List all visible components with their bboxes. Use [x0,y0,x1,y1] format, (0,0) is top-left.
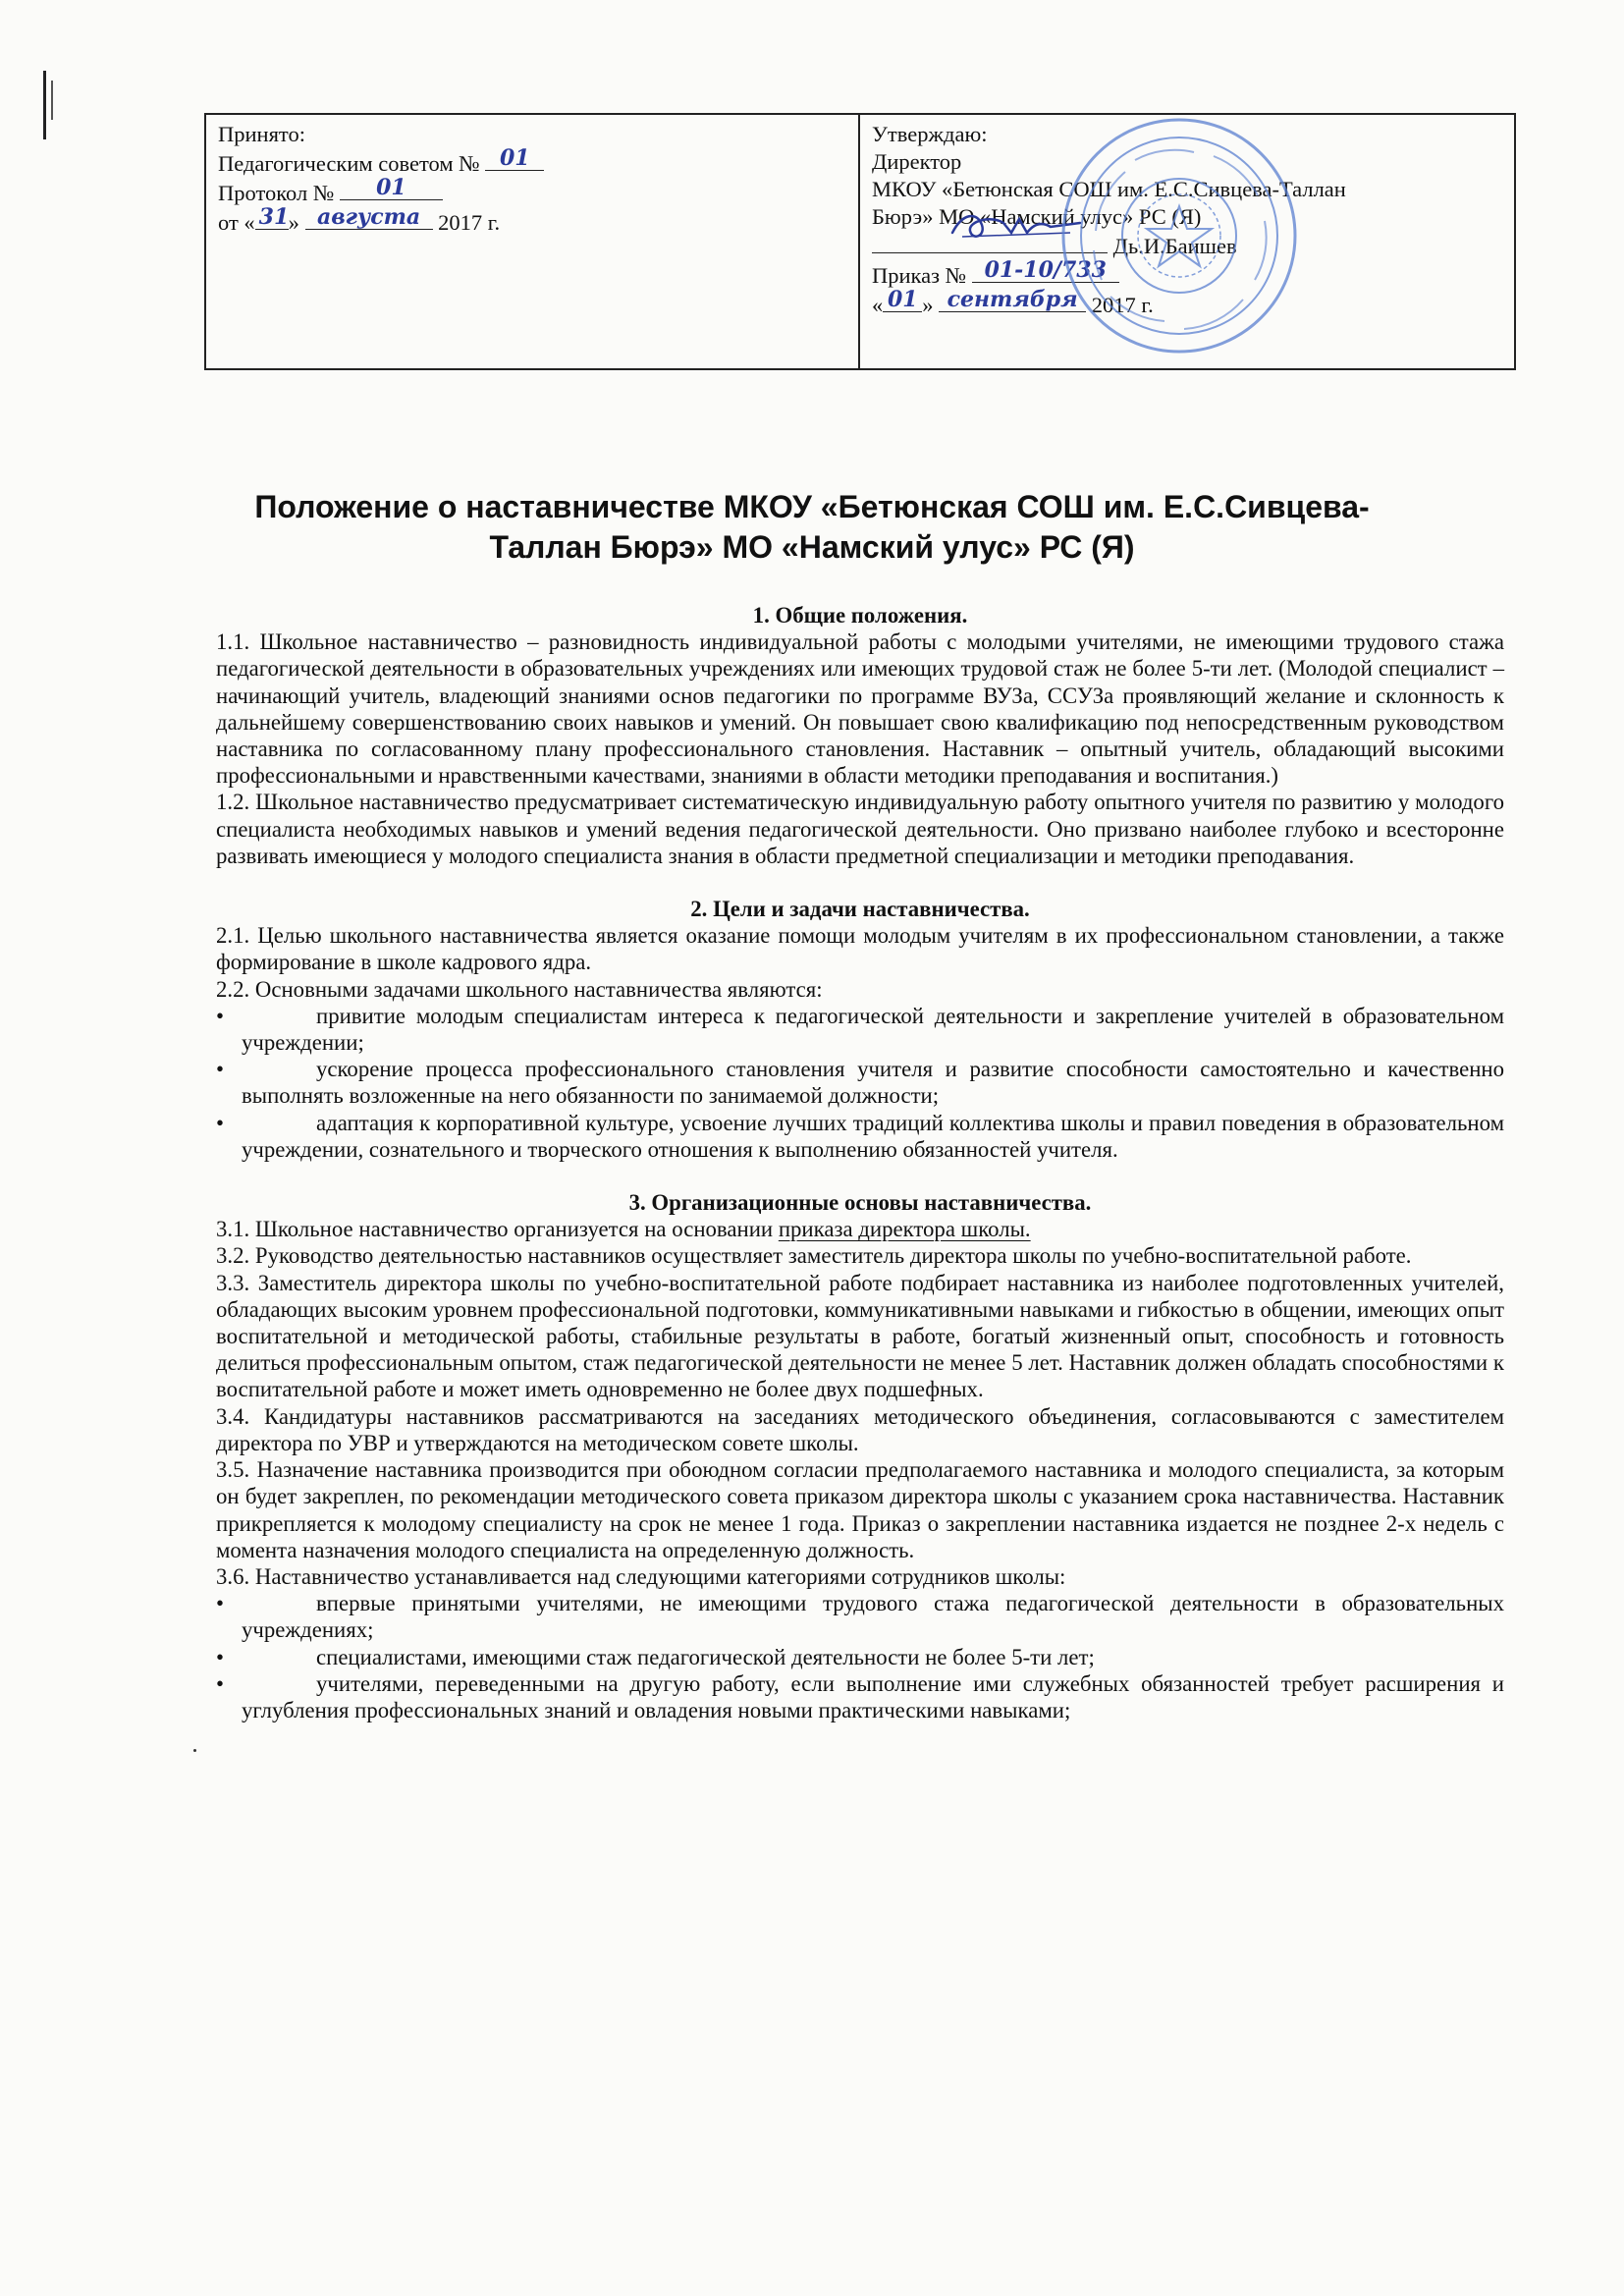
bullet-icon: • [216,1644,224,1669]
accepted-cell [206,115,860,368]
accepted-label: Принято: [218,122,305,146]
paragraph-3-6: 3.6. Наставничество устанавливается над следующими категориями сотрудников школы: [216,1563,1066,1589]
section-3-heading: 3. Организационные основы наставничества. [628,1190,1092,1216]
day-field: 01 [883,290,922,312]
list-item: • впервые принятыми учителями, не имеющими трудового стажа педагогической деятельности в образовательных учреждениях; [216,1591,1504,1643]
paragraph-1-2: 1.2. Школьное наставничество предусматривает систематическую индивидуальную работу опытного учителя по развитию у молодого специалиста необходимых навыков и умений ведения педагогической деятельности. Оно призвано наиболее глубоко и всесторонне развивать имеющиеся у молодого специалиста знания в области предметной специализации и методики преподавания. [216,790,1504,868]
bullet-icon: • [216,1003,224,1028]
paragraph-3-2: 3.2. Руководство деятельностью наставников осуществляет заместитель директора школы по учебно-воспитательной работе. [216,1243,1412,1269]
director-label: Директор [872,149,962,174]
scan-edge-mark [51,81,53,120]
scan-edge-mark [43,71,46,139]
council-number-field [485,145,544,171]
document-body [216,602,1504,1723]
order-date-line: « 01 » сентября 2017 г. [872,287,1154,317]
director-name: Дь.И.Баишев [1112,234,1237,258]
handwritten-number: 01 [499,145,530,171]
list-item: • ускорение процесса профессионального становления учителя и развитие способности самостоятельно и качественно выполнять возложенные на него обязанности по занимаемой должности; [216,1057,1504,1109]
protocol-number-field [340,175,443,200]
pedagogical-council-line: Педагогическим советом № 01 [218,148,846,178]
paragraph-3-1: 3.1. Школьное наставничество организуется на основании приказа директора школы. [216,1217,1031,1242]
paragraph-3-4: 3.4. Кандидатуры наставников рассматриваются на заседаниях методического объединения, согласовываются с заместителем директора по УВР и утверждаются на методическом совете школы. [216,1403,1504,1455]
handwritten-number: 01 [376,175,406,200]
approve-label: Утверждаю: [872,122,988,146]
school-name-line-2: Бюрэ» МО «Намский улус» РС (Я) [872,204,1202,229]
list-item: • адаптация к корпоративной культуре, усвоение лучших традиций коллектива школы и правил поведения в образовательном учреждении, сознательного и творческого отношения к выполнению обязанностей учителя. [216,1110,1504,1162]
approved-cell [860,115,1514,368]
order-line: Приказ № 01-10/733 [872,260,1502,290]
protocol-line: Протокол № 01 [218,178,846,207]
paragraph-3-5: 3.5. Назначение наставника производится при обоюдном согласии предполагаемого наставника и молодого специалиста, за которым он будет закреплен, по рекомендации методического совета приказом директора школы с указанием срока наставничества. Наставник прикрепляется к молодому специалисту на срок не менее 1 года. Приказ о закреплении наставника издается не позднее 2-х недель с момента назначения молодого специалиста на определенную должность. [216,1457,1504,1562]
protocol-date-line: от « 31 » августа 2017 г. [218,204,501,235]
scan-dot [193,1749,196,1752]
month-field: августа [305,207,433,230]
section-1-heading: 1. Общие положения. [752,603,968,628]
paragraph-2-1: 2.1. Целью школьного наставничества является оказание помощи молодым учителям в их профессиональном становлении, а также формирование в школе кадрового ядра. [216,923,1504,975]
bullet-icon: • [216,1591,224,1616]
list-item: • специалистами, имеющими стаж педагогической деятельности не более 5-ти лет; [216,1644,1095,1669]
handwritten-order-number: 01-10/733 [984,257,1107,283]
section-2-heading: 2. Цели и задачи наставничества. [690,897,1030,922]
approval-table [204,113,1516,370]
bullet-icon: • [216,1057,224,1082]
paragraph-1-1: 1.1. Школьное наставничество – разновидность индивидуальной работы с молодыми учителями, не имеющими трудового стажа педагогической деятельности в образовательных учреждениях или имеющих трудовой стаж не более 5-ти лет. (Молодой специалист – начинающий учитель, владеющий знаниями основ педагогики по программе ВУЗа, ССУЗа проявляющий желание и склонность к дальнейшему совершенствованию своих навыков и умений. Он повышает свою квалификацию под непосредственным руководством наставника по согласованному плану профессионального становления. Наставник – опытный учитель, обладающий высокими профессиональными и нравственными качествами, знаниями в области методики преподавания и воспитания.) [216,629,1504,789]
document-title: Положение о наставничестве МКОУ «Бетюнская СОШ им. Е.С.Сивцева- Таллан Бюрэ» МО «Намский улус» РС (Я) [254,489,1370,565]
bullet-icon: • [216,1670,224,1696]
paragraph-2-2: 2.2. Основными задачами школьного наставничества являются: [216,976,823,1002]
paragraph-3-3: 3.3. Заместитель директора школы по учебно-воспитательной работе подбирает наставника из наиболее подготовленных учителей, обладающих высоким уровнем профессиональной подготовки, коммуникативными навыками и гибкостью в общении, имеющих опыт воспитательной и методической работы, стабильные результаты в работе, богатый жизненный опыт, способность и готовность делиться профессиональным опытом, стаж педагогической деятельности не менее 5 лет. Наставник должен обладать способностями к воспитательной работе и может иметь одновременно не более двух подшефных. [216,1270,1504,1402]
list-item: • привитие молодым специалистам интереса к педагогической деятельности и закрепление учителей в образовательном учреждении; [216,1003,1504,1056]
month-field: сентября [939,290,1086,312]
list-item: • учителями, переведенными на другую работу, если выполнение ими служебных обязанностей требует расширения и углубления профессиональных знаний и овладения новыми практическими навыками; [216,1670,1504,1722]
day-field: 31 [255,207,289,230]
official-seal-stamp [1056,113,1302,358]
bullet-icon: • [216,1110,224,1135]
school-name-line: МКОУ «Бетюнская СОШ им. Е.С.Сивцева-Таллан [872,177,1346,201]
